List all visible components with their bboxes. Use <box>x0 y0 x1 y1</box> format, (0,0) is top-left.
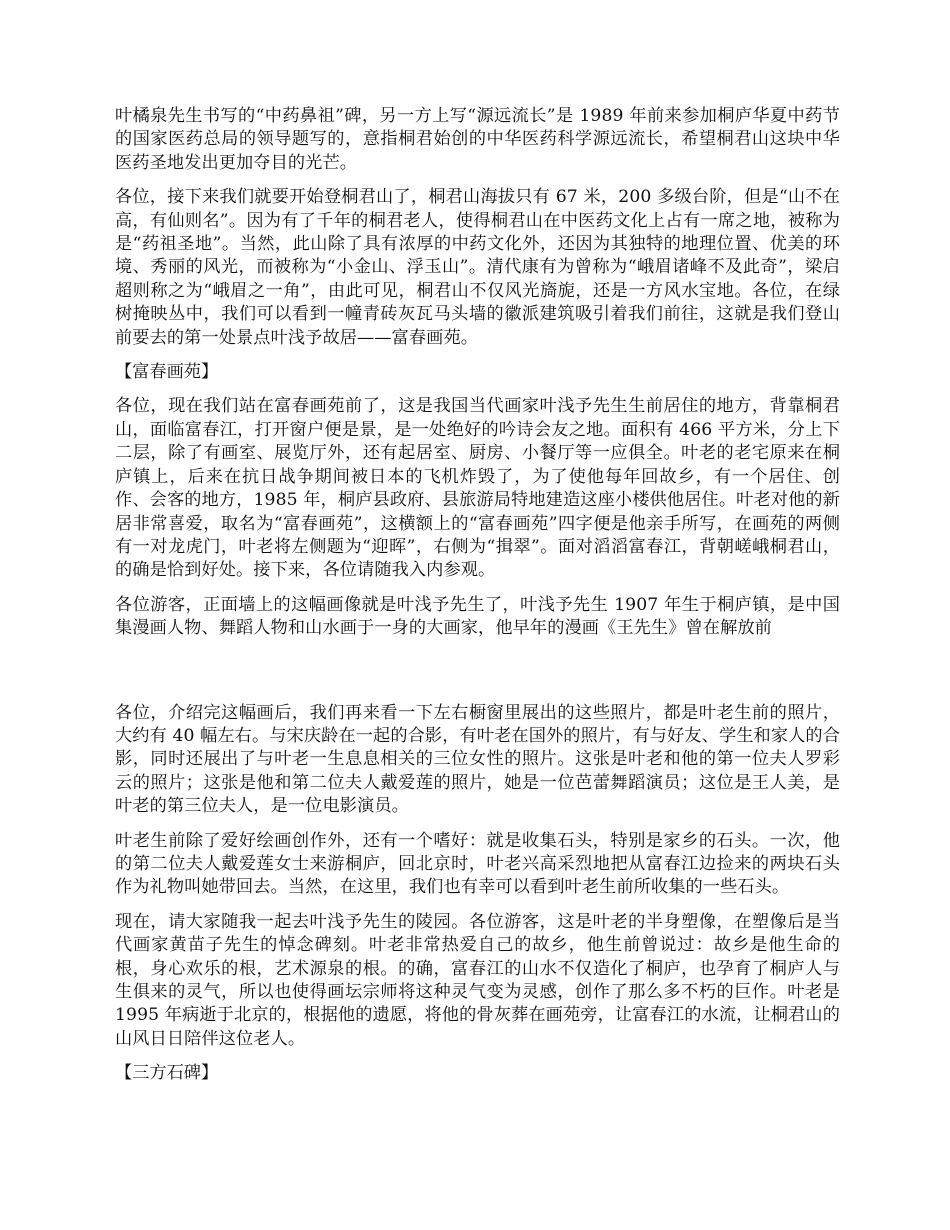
section-heading-three-steles: 【三方石碑】 <box>115 1063 219 1084</box>
paragraph-photos: 各位，介绍完这幅画后，我们再来看一下左右橱窗里展出的这些照片，都是叶老生前的照片，大约有 40 幅左右。与宋庆龄在一起的合影，有叶老在国外的照片，有与好友、学生和家人的合影，同时还展出了与叶老一生息息相关的三位女性的照片。这张是叶老和他的第一位夫人罗彩云的照片；这张是他和第二位夫人戴爱莲的照片，她是一位芭蕾舞蹈演员；这位是王人美，是叶老的第三位夫人，是一位电影演员。 <box>115 702 840 817</box>
page-gap <box>115 652 840 702</box>
paragraph-tongjun-mountain: 各位，接下来我们就要开始登桐君山了，桐君山海拔只有 67 米，200 多级台阶，但是“山不在高，有仙则名”。因为有了千年的桐君老人，使得桐君山在中医药文化上占有一席之地，被称为是“药祖圣地”。当然，此山除了具有浓厚的中药文化外，还因为其独特的地理位置、优美的环境、秀丽的风光，而被称为“小金山、浮玉山”。清代康有为曾称为“峨眉诸峰不及此奇”，梁启超则称之为“峨眉之一角”，由此可见，桐君山不仅风光旖旎，还是一方风水宝地。各位，在绿树掩映丛中，我们可以看到一幢青砖灰瓦马头墙的徽派建筑吸引着我们前往，这就是我们登山前要去的第一处景点叶浅予故居——富春画苑。 <box>115 187 840 348</box>
paragraph-portrait: 各位游客，正面墙上的这幅画像就是叶浅予先生了，叶浅予先生 1907 年生于桐庐镇，是中国集漫画人物、舞蹈人物和山水画于一身的大画家，他早年的漫画《王先生》曾在解放前 <box>115 594 840 639</box>
paragraph-memorial-garden: 现在，请大家随我一起去叶浅予先生的陵园。各位游客，这是叶老的半身塑像，在塑像后是当代画家黄苗子先生的悼念碑刻。叶老非常热爱自己的故乡，他生前曾说过：故乡是他生命的根，身心欢乐的根，艺术源泉的根。的确，富春江的山水不仅造化了桐庐，也孕育了桐庐人与生俱来的灵气，所以也使得画坛宗师将这种灵气变为灵感，创作了那么多不朽的巨作。叶老是 1995 年病逝于北京的，根据他的遗愿，将他的骨灰葬在画苑旁，让富春江的水流，让桐君山的山风日日陪伴这位老人。 <box>115 911 840 1049</box>
section-heading-fuchun-studio: 【富春画苑】 <box>115 362 219 383</box>
paragraph-stele-inscriptions: 叶橘泉先生书写的“中药鼻祖”碑，另一方上写“源远流长”是 1989 年前来参加桐庐华夏中药节的国家医药总局的领导题写的，意指桐君始创的中华医药科学源远流长，希望桐君山这块中华医药圣地发出更加夺目的光芒。 <box>115 106 840 173</box>
paragraph-stone-collection: 叶老生前除了爱好绘画创作外，还有一个嗜好：就是收集石头，特别是家乡的石头。一次，他的第二位夫人戴爱莲女士来游桐庐，回北京时，叶老兴高采烈地把从富春江边捡来的两块石头作为礼物叫她带回去。当然，在这里，我们也有幸可以看到叶老生前所收集的一些石头。 <box>115 830 840 898</box>
document-body <box>115 105 840 1097</box>
paragraph-fuchun-studio: 各位，现在我们站在富春画苑前了，这是我国当代画家叶浅予先生生前居住的地方，背靠桐君山，面临富春江，打开窗户便是景，是一处绝好的吟诗会友之地。面积有 466 平方米，分上下二层，除了有画室、展览厅外，还有起居室、厨房、小餐厅等一应俱全。叶老的老宅原来在桐庐镇上，后来在抗日战争期间被日本的飞机炸毁了，为了使他每年回故乡，有一个居住、创作、会客的地方，1985 年，桐庐县政府、县旅游局特地建造这座小楼供他居住。叶老对他的新居非常喜爱，取名为“富春画苑”，这横额上的“富春画苑”四字便是他亲手所写，在画苑的两侧有一对龙虎门，叶老将左侧题为“迎晖”，右侧为“揖翠”。面对滔滔富春江，背朝嵯峨桐君山，的确是恰到好处。接下来，各位请随我入内参观。 <box>115 396 840 581</box>
